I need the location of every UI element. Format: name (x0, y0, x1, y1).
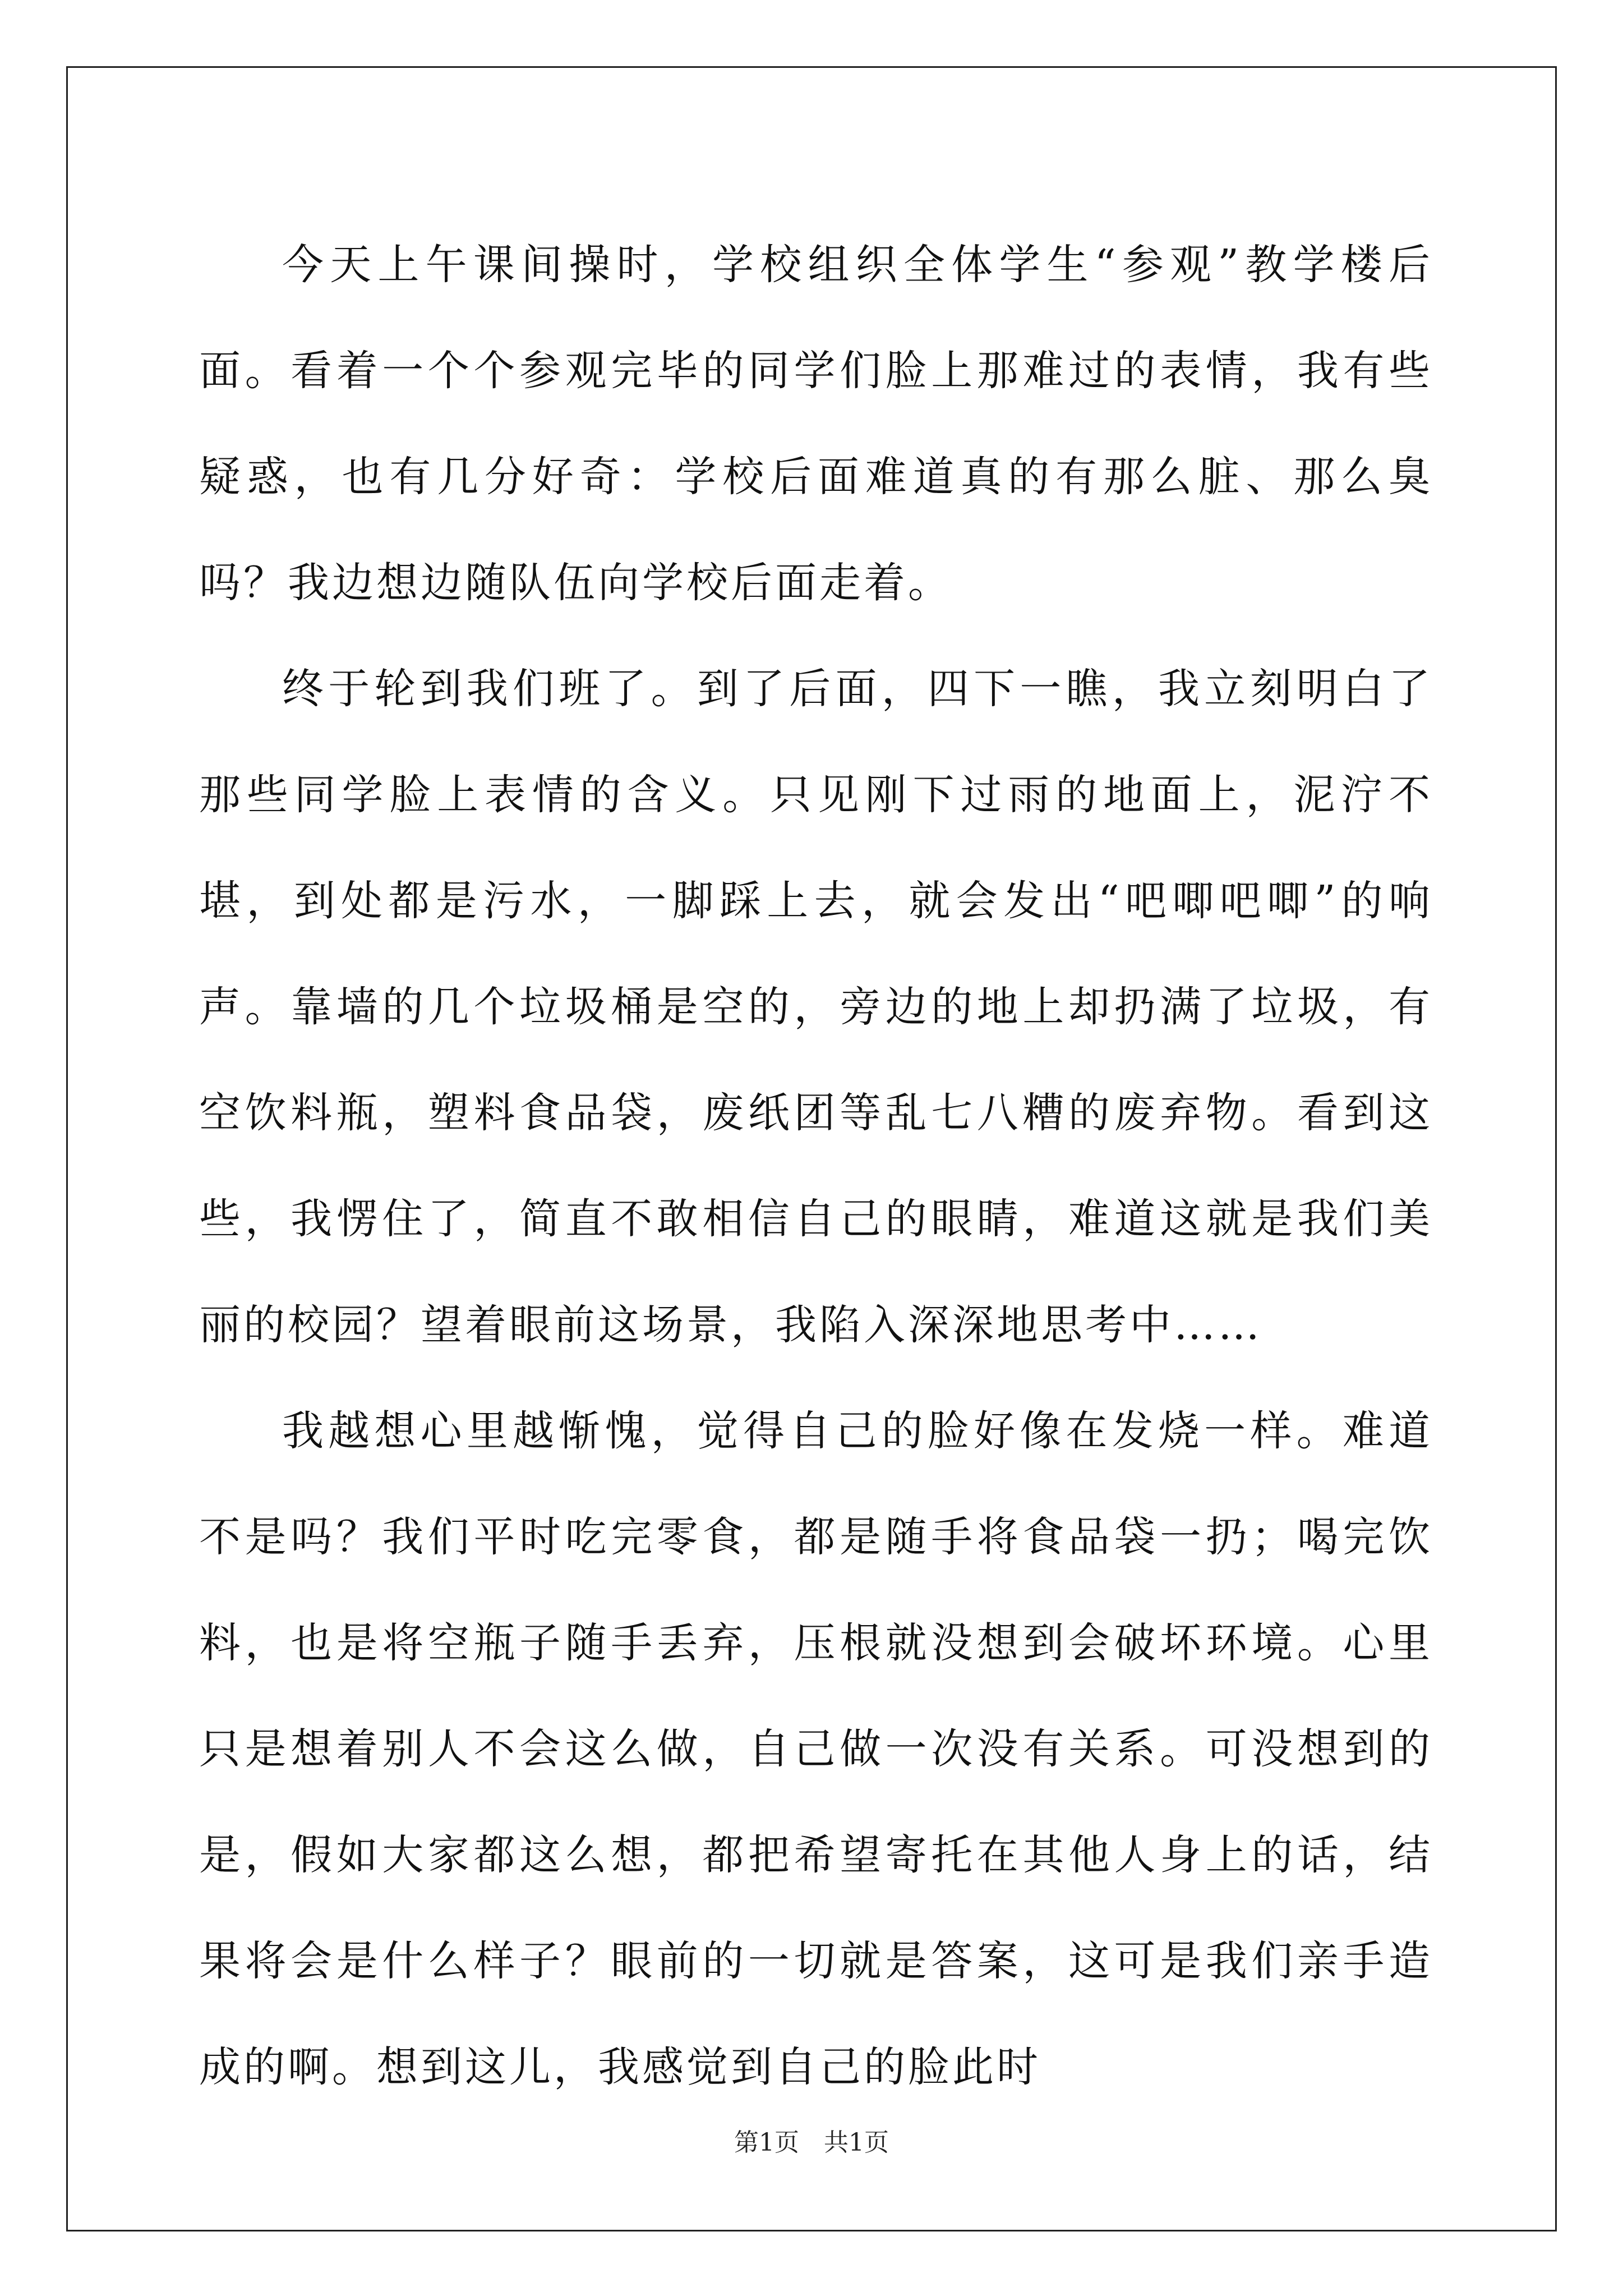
paragraph-1: 今天上午课间操时，学校组织全体学生“参观”教学楼后面。看着一个个参观完毕的同学们脸上那难过的表情，我有些疑惑，也有几分好奇：学校后面难道真的有那么脏、那么臭吗？我边想边随队伍向学校后面走着。 (199, 241, 1433, 607)
document-body (199, 212, 1433, 2120)
paragraph-3: 我越想心里越惭愧，觉得自己的脸好像在发烧一样。难道不是吗？我们平时吃完零食，都是随手将食品袋一扔；喝完饮料，也是将空瓶子随手丢弃，压根就没想到会破坏环境。心里只是想着别人不会这么做，自己做一次没有关系。可没想到的是，假如大家都这么想，都把希望寄托在其他人身上的话，结果将会是什么样子？眼前的一切就是答案，这可是我们亲手造成的啊。想到这儿，我感觉到自己的脸此时 (199, 1407, 1433, 2091)
page-footer: 第1页 共1页 (734, 2128, 889, 2157)
paragraph-2: 终于轮到我们班了。到了后面，四下一瞧，我立刻明白了那些同学脸上表情的含义。只见刚下过雨的地面上，泥泞不堪，到处都是污水，一脚踩上去，就会发出“吧唧吧唧”的响声。靠墙的几个垃圾桶是空的，旁边的地上却扔满了垃圾，有空饮料瓶，塑料食品袋，废纸团等乱七八糟的废弃物。看到这些，我愣住了，简直不敢相信自己的眼睛，难道这就是我们美丽的校园？望着眼前这场景，我陷入深深地思考中…… (199, 665, 1433, 1349)
